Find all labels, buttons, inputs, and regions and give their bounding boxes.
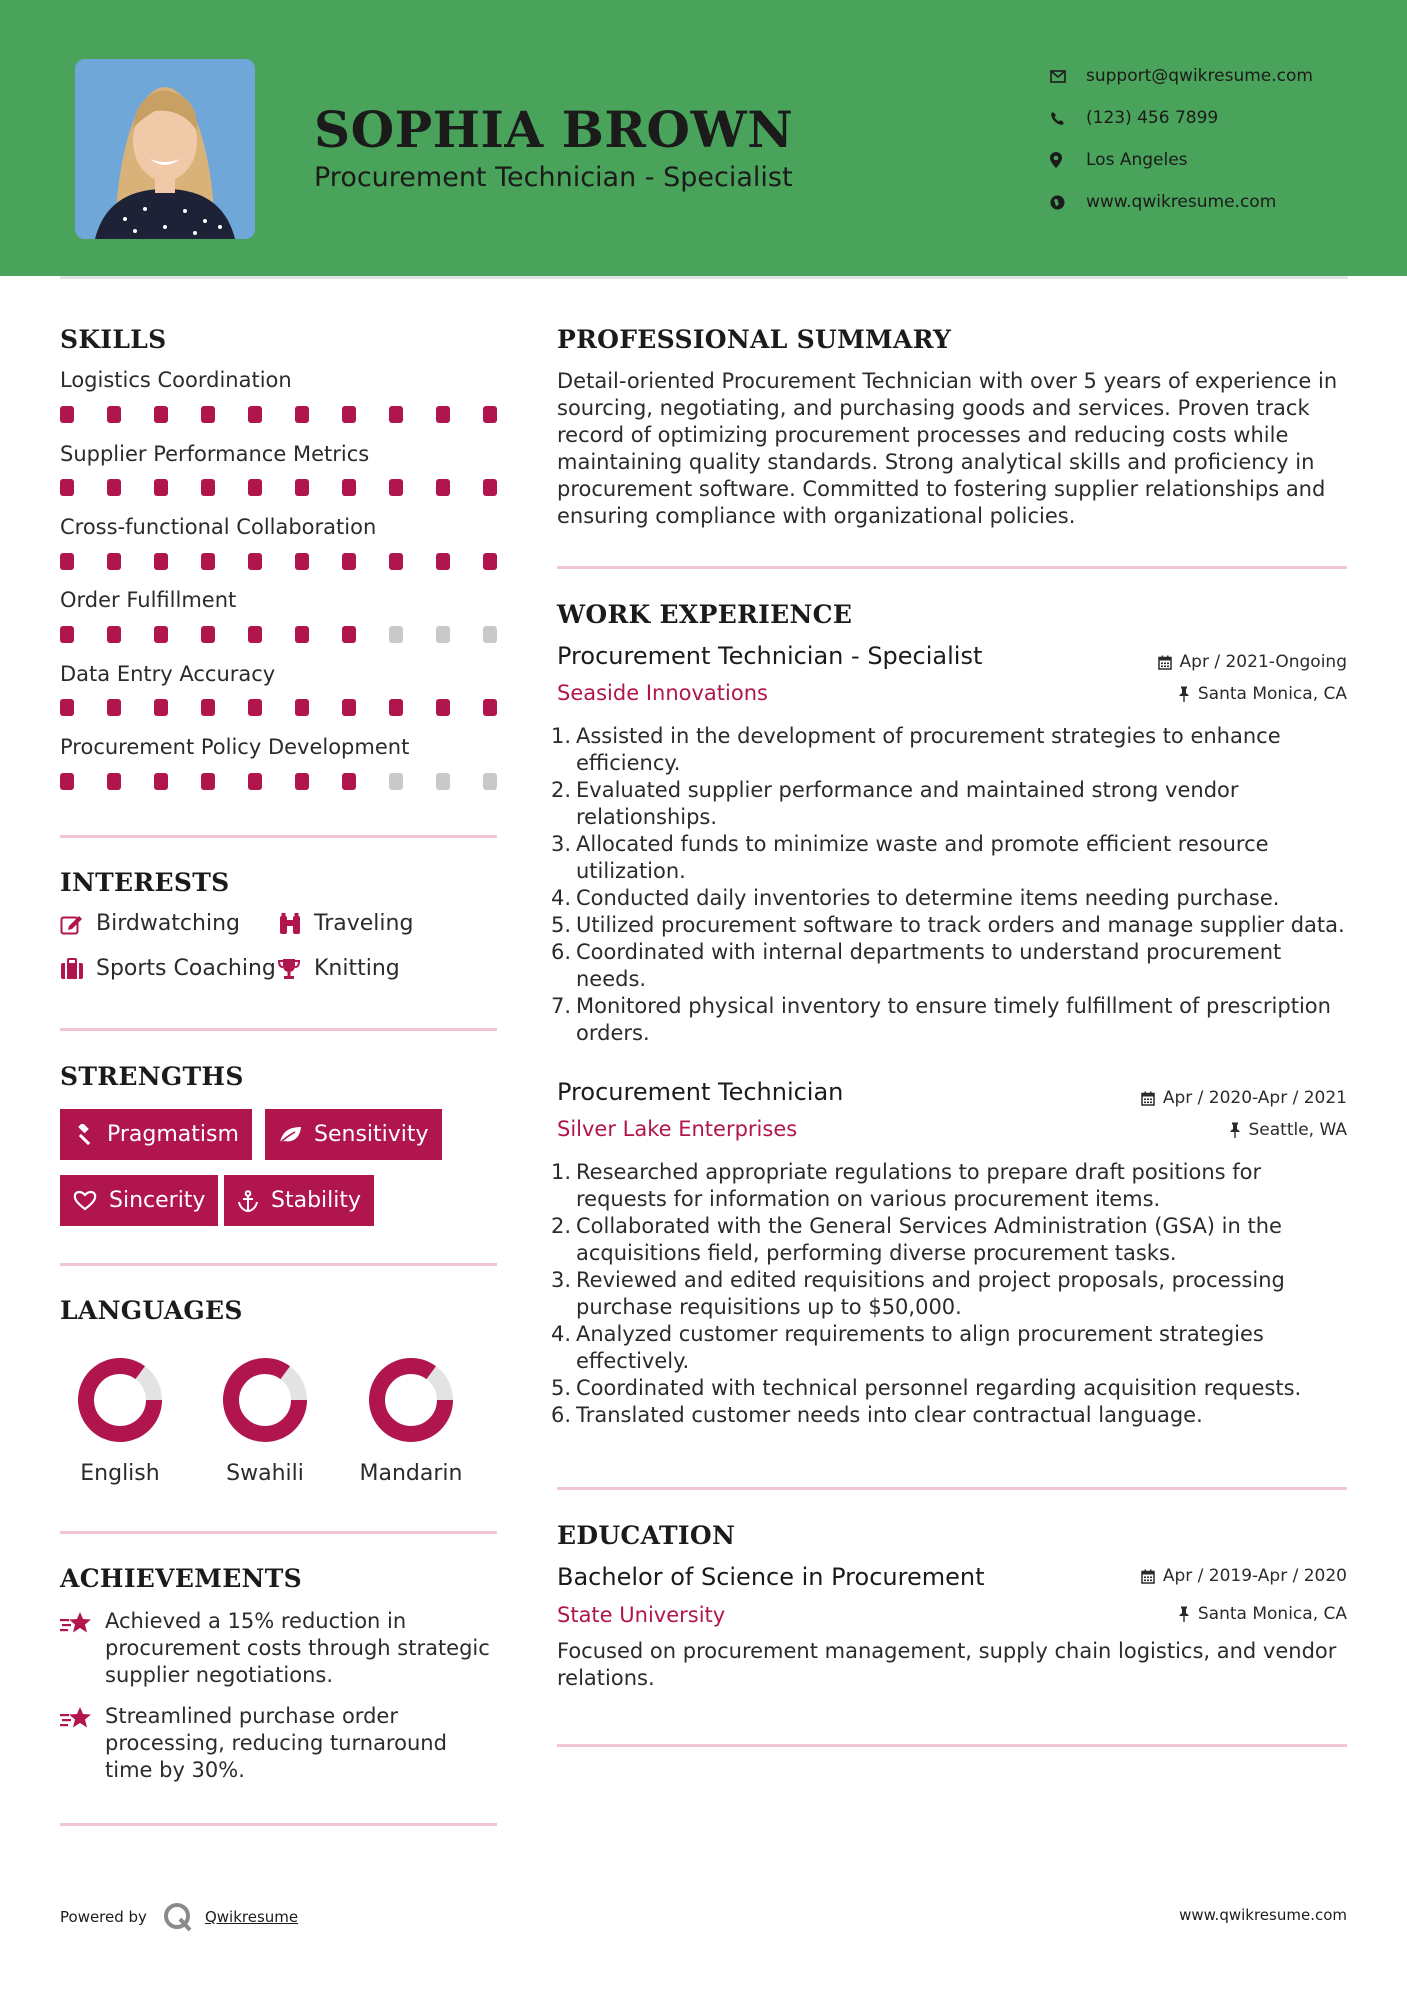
- contact-location-text: Los Angeles: [1086, 150, 1188, 170]
- rating-dot-filled: [107, 773, 121, 790]
- strengths-heading: STRENGTHS: [60, 1062, 244, 1091]
- profile-photo: [75, 59, 255, 239]
- rating-dot-filled: [342, 626, 356, 643]
- briefcase-icon: [60, 958, 96, 980]
- rating-dot-filled: [248, 773, 262, 790]
- experience-heading: WORK EXPERIENCE: [557, 600, 853, 629]
- anchor-icon: [237, 1190, 259, 1212]
- summary-text: Detail-oriented Procurement Technician with over 5 years of experience in sourcing, negotiating, and purchasing goods and services. Proven track record of optimizing procurement processes and reducing costs while maintaining quality standards. Strong analytical skills and proficiency in procurement software. Committed to fostering supplier relationships and ensuring compliance with organizational policies.: [557, 369, 1338, 528]
- duty-number: 4.: [551, 1322, 572, 1346]
- company-name: Silver Lake Enterprises: [557, 1117, 798, 1141]
- map-pin-icon: [1050, 152, 1086, 168]
- brand-link[interactable]: Qwikresume: [204, 1908, 299, 1926]
- duty-item: [551, 1159, 1357, 1213]
- pushpin-icon: [1229, 1122, 1241, 1138]
- powered-by-text: Powered by: [60, 1908, 147, 1926]
- rating-dot-empty: [483, 626, 497, 643]
- section-divider: [60, 1823, 497, 1826]
- rating-dot-filled: [483, 553, 497, 570]
- rating-dot-filled: [154, 773, 168, 790]
- education-description: Focused on procurement management, supply chain logistics, and vendor relations.: [557, 1639, 1337, 1690]
- rating-dot-filled: [248, 553, 262, 570]
- job-dates: [1158, 652, 1347, 672]
- rating-dot-filled: [107, 699, 121, 716]
- achievements-heading: ACHIEVEMENTS: [60, 1564, 302, 1593]
- rating-dot-filled: [436, 406, 450, 423]
- duty-number: 4.: [551, 886, 572, 910]
- rating-dot-filled: [436, 553, 450, 570]
- rating-dot-filled: [60, 773, 74, 790]
- achievement-text: Achieved a 15% reduction in procurement costs through strategic supplier negotiations.: [105, 1609, 490, 1687]
- duty-item: [551, 1213, 1357, 1267]
- section-divider: [60, 835, 497, 838]
- job-duties-list: [551, 723, 1357, 1047]
- duty-number: 7.: [551, 994, 572, 1018]
- rating-dot-filled: [107, 626, 121, 643]
- section-divider: [60, 1263, 497, 1266]
- duty-text: Utilized procurement software to track orders and manage supplier data.: [576, 913, 1345, 937]
- rating-dot-filled: [342, 553, 356, 570]
- rating-dot-filled: [60, 699, 74, 716]
- school-name: State University: [557, 1603, 726, 1627]
- rating-dot-filled: [248, 699, 262, 716]
- duty-text: Translated customer needs into clear contractual language.: [576, 1403, 1203, 1427]
- education-dates-text: Apr / 2019-Apr / 2020: [1162, 1566, 1347, 1586]
- job-title: Procurement Technician: [557, 1078, 844, 1106]
- rating-dot-filled: [295, 553, 309, 570]
- duty-text: Evaluated supplier performance and maintained strong vendor relationships.: [576, 778, 1239, 829]
- skill-name: Procurement Policy Development: [60, 735, 410, 759]
- footer-url[interactable]: www.qwikresume.com: [1179, 1906, 1347, 1924]
- interest-item: [278, 911, 413, 936]
- rating-dot-filled: [295, 406, 309, 423]
- interests-heading: INTERESTS: [60, 868, 230, 897]
- candidate-name: SOPHIA BROWN: [314, 100, 794, 159]
- skill-rating: [60, 479, 497, 496]
- job-dates-text: Apr / 2021-Ongoing: [1179, 652, 1347, 672]
- rating-dot-empty: [436, 773, 450, 790]
- duty-number: 3.: [551, 1268, 572, 1292]
- job-location-text: Santa Monica, CA: [1197, 684, 1347, 704]
- achievement-item: [60, 1608, 500, 1689]
- language-name: English: [80, 1461, 160, 1486]
- shooting-star-icon: [60, 1703, 105, 1784]
- language-item: [341, 1357, 481, 1486]
- calendar-icon: [1141, 1569, 1155, 1584]
- duty-number: 2.: [551, 1214, 572, 1238]
- rating-dot-filled: [389, 699, 403, 716]
- interest-label: Knitting: [314, 956, 400, 981]
- skill-name: Supplier Performance Metrics: [60, 442, 370, 466]
- strength-badge: [224, 1175, 374, 1226]
- trophy-icon: [278, 958, 314, 980]
- language-name: Mandarin: [359, 1461, 463, 1486]
- duty-number: 5.: [551, 913, 572, 937]
- language-item: [195, 1357, 335, 1486]
- rating-dot-filled: [483, 699, 497, 716]
- skill-rating: [60, 626, 497, 643]
- degree-title: Bachelor of Science in Procurement: [557, 1563, 985, 1591]
- gavel-icon: [73, 1124, 95, 1146]
- rating-dot-filled: [295, 773, 309, 790]
- qwikresume-logo-icon: [163, 1902, 193, 1932]
- duty-number: 6.: [551, 1403, 572, 1427]
- contact-email-text: support@qwikresume.com: [1086, 66, 1313, 86]
- achievement-text: Streamlined purchase order processing, reducing turnaround time by 30%.: [105, 1704, 447, 1782]
- strength-label: Sincerity: [109, 1188, 206, 1213]
- strength-label: Sensitivity: [314, 1122, 429, 1147]
- pushpin-icon: [1178, 686, 1190, 702]
- rating-dot-filled: [436, 699, 450, 716]
- rating-dot-filled: [201, 406, 215, 423]
- duty-item: [551, 1267, 1357, 1321]
- duty-item: [551, 831, 1357, 885]
- rating-dot-filled: [201, 626, 215, 643]
- rating-dot-filled: [201, 553, 215, 570]
- contact-phone-text: (123) 456 7899: [1086, 108, 1219, 128]
- duty-text: Assisted in the development of procurement strategies to enhance efficiency.: [576, 724, 1281, 775]
- rating-dot-filled: [60, 479, 74, 496]
- rating-dot-filled: [389, 406, 403, 423]
- duty-item: [551, 777, 1357, 831]
- rating-dot-empty: [436, 626, 450, 643]
- duty-number: 2.: [551, 778, 572, 802]
- rating-dot-filled: [201, 699, 215, 716]
- heart-icon: [73, 1190, 97, 1211]
- globe-icon: [1050, 195, 1086, 210]
- job-title: Procurement Technician - Specialist: [557, 642, 983, 670]
- footer-powered-by: [60, 1902, 298, 1932]
- strength-label: Stability: [271, 1188, 362, 1213]
- duty-item: [551, 723, 1357, 777]
- duty-text: Coordinated with internal departments to understand procurement needs.: [576, 940, 1282, 991]
- duty-item: [551, 993, 1357, 1047]
- skill-name: Cross-functional Collaboration: [60, 515, 377, 539]
- duty-text: Coordinated with technical personnel regarding acquisition requests.: [576, 1376, 1302, 1400]
- contact-website-text: www.qwikresume.com: [1086, 192, 1277, 212]
- rating-dot-filled: [295, 626, 309, 643]
- section-divider: [557, 1487, 1347, 1490]
- language-name: Swahili: [226, 1461, 304, 1486]
- education-heading: EDUCATION: [557, 1521, 736, 1550]
- job-location: [1229, 1120, 1348, 1140]
- duty-text: Analyzed customer requirements to align procurement strategies effectively.: [576, 1322, 1264, 1373]
- duty-text: Researched appropriate regulations to prepare draft positions for requests for information on various procurement items.: [576, 1160, 1262, 1211]
- header-divider: [60, 276, 1348, 279]
- rating-dot-filled: [389, 479, 403, 496]
- rating-dot-filled: [248, 406, 262, 423]
- company-name: Seaside Innovations: [557, 681, 768, 705]
- rating-dot-filled: [248, 479, 262, 496]
- duty-text: Monitored physical inventory to ensure timely fulfillment of prescription orders.: [576, 994, 1331, 1045]
- rating-dot-filled: [483, 406, 497, 423]
- phone-icon: [1050, 111, 1086, 126]
- rating-dot-filled: [201, 773, 215, 790]
- achievement-item: [60, 1703, 500, 1784]
- job-location-text: Seattle, WA: [1248, 1120, 1347, 1140]
- pushpin-icon: [1178, 1606, 1190, 1622]
- rating-dot-filled: [342, 699, 356, 716]
- shooting-star-icon: [60, 1608, 105, 1689]
- interest-label: Birdwatching: [96, 911, 240, 936]
- envelope-icon: [1050, 70, 1086, 83]
- interest-label: Sports Coaching: [96, 956, 276, 981]
- rating-dot-filled: [154, 699, 168, 716]
- language-level-ring: [368, 1357, 454, 1443]
- duty-number: 6.: [551, 940, 572, 964]
- rating-dot-filled: [295, 479, 309, 496]
- skill-rating: [60, 773, 497, 790]
- skill-name: Order Fulfillment: [60, 588, 237, 612]
- rating-dot-filled: [154, 553, 168, 570]
- calendar-icon: [1141, 1091, 1155, 1106]
- contact-email[interactable]: [1050, 55, 1313, 97]
- skill-name: Logistics Coordination: [60, 368, 292, 392]
- strength-badge: [60, 1175, 218, 1226]
- language-level-ring: [222, 1357, 308, 1443]
- rating-dot-filled: [295, 699, 309, 716]
- section-divider: [557, 566, 1347, 569]
- calendar-icon: [1158, 655, 1172, 670]
- interest-item: [60, 911, 240, 936]
- skill-rating: [60, 406, 497, 423]
- edit-icon: [60, 913, 96, 935]
- leaf-icon: [278, 1125, 302, 1145]
- duty-number: 5.: [551, 1376, 572, 1400]
- language-item: [50, 1357, 190, 1486]
- duty-text: Conducted daily inventories to determine items needing purchase.: [576, 886, 1280, 910]
- contact-location: [1050, 139, 1313, 181]
- duty-number: 1.: [551, 1160, 572, 1184]
- section-divider: [60, 1028, 497, 1031]
- rating-dot-filled: [154, 479, 168, 496]
- duty-text: Allocated funds to minimize waste and promote efficient resource utilization.: [576, 832, 1269, 883]
- section-divider: [60, 1531, 497, 1534]
- duty-text: Reviewed and edited requisitions and project proposals, processing purchase requisitions up to $50,000.: [576, 1268, 1285, 1319]
- duty-number: 3.: [551, 832, 572, 856]
- skill-rating: [60, 553, 497, 570]
- job-dates-text: Apr / 2020-Apr / 2021: [1162, 1088, 1347, 1108]
- job-duties-list: [551, 1159, 1357, 1429]
- strength-badge: [265, 1109, 442, 1160]
- strength-badge: [60, 1109, 252, 1160]
- binoculars-icon: [278, 913, 314, 935]
- rating-dot-empty: [389, 626, 403, 643]
- rating-dot-filled: [154, 406, 168, 423]
- skill-rating: [60, 699, 497, 716]
- rating-dot-empty: [483, 773, 497, 790]
- rating-dot-filled: [154, 626, 168, 643]
- contact-website[interactable]: [1050, 181, 1313, 223]
- rating-dot-filled: [342, 406, 356, 423]
- job-location: [1178, 684, 1347, 704]
- duty-item: [551, 1375, 1357, 1402]
- language-level-ring: [77, 1357, 163, 1443]
- rating-dot-filled: [436, 479, 450, 496]
- rating-dot-filled: [483, 479, 497, 496]
- rating-dot-filled: [201, 479, 215, 496]
- rating-dot-filled: [60, 626, 74, 643]
- rating-dot-filled: [107, 406, 121, 423]
- interest-item: [60, 956, 276, 981]
- contact-list: [1050, 55, 1313, 223]
- education-location: [1178, 1604, 1347, 1624]
- strength-label: Pragmatism: [107, 1122, 239, 1147]
- languages-heading: LANGUAGES: [60, 1296, 243, 1325]
- job-dates: [1141, 1088, 1347, 1108]
- duty-item: [551, 939, 1357, 993]
- skill-name: Data Entry Accuracy: [60, 662, 276, 686]
- duty-item: [551, 1402, 1357, 1429]
- rating-dot-filled: [60, 406, 74, 423]
- rating-dot-filled: [342, 479, 356, 496]
- interest-label: Traveling: [314, 911, 414, 936]
- rating-dot-filled: [107, 479, 121, 496]
- rating-dot-filled: [389, 553, 403, 570]
- contact-phone[interactable]: [1050, 97, 1313, 139]
- duty-item: [551, 885, 1357, 912]
- duty-item: [551, 1321, 1357, 1375]
- rating-dot-filled: [107, 553, 121, 570]
- duty-item: [551, 912, 1357, 939]
- skills-heading: SKILLS: [60, 325, 167, 354]
- education-location-text: Santa Monica, CA: [1197, 1604, 1347, 1624]
- section-divider: [557, 1744, 1347, 1747]
- rating-dot-empty: [389, 773, 403, 790]
- summary-heading: PROFESSIONAL SUMMARY: [557, 325, 952, 354]
- interest-item: [278, 956, 400, 981]
- duty-text: Collaborated with the General Services Administration (GSA) in the acquisitions field, performing diverse procurement tasks.: [576, 1214, 1282, 1265]
- resume-header: [0, 0, 1407, 276]
- duty-number: 1.: [551, 724, 572, 748]
- rating-dot-filled: [342, 773, 356, 790]
- candidate-title: Procurement Technician - Specialist: [314, 162, 793, 193]
- rating-dot-filled: [60, 553, 74, 570]
- rating-dot-filled: [248, 626, 262, 643]
- education-dates: [1141, 1566, 1347, 1586]
